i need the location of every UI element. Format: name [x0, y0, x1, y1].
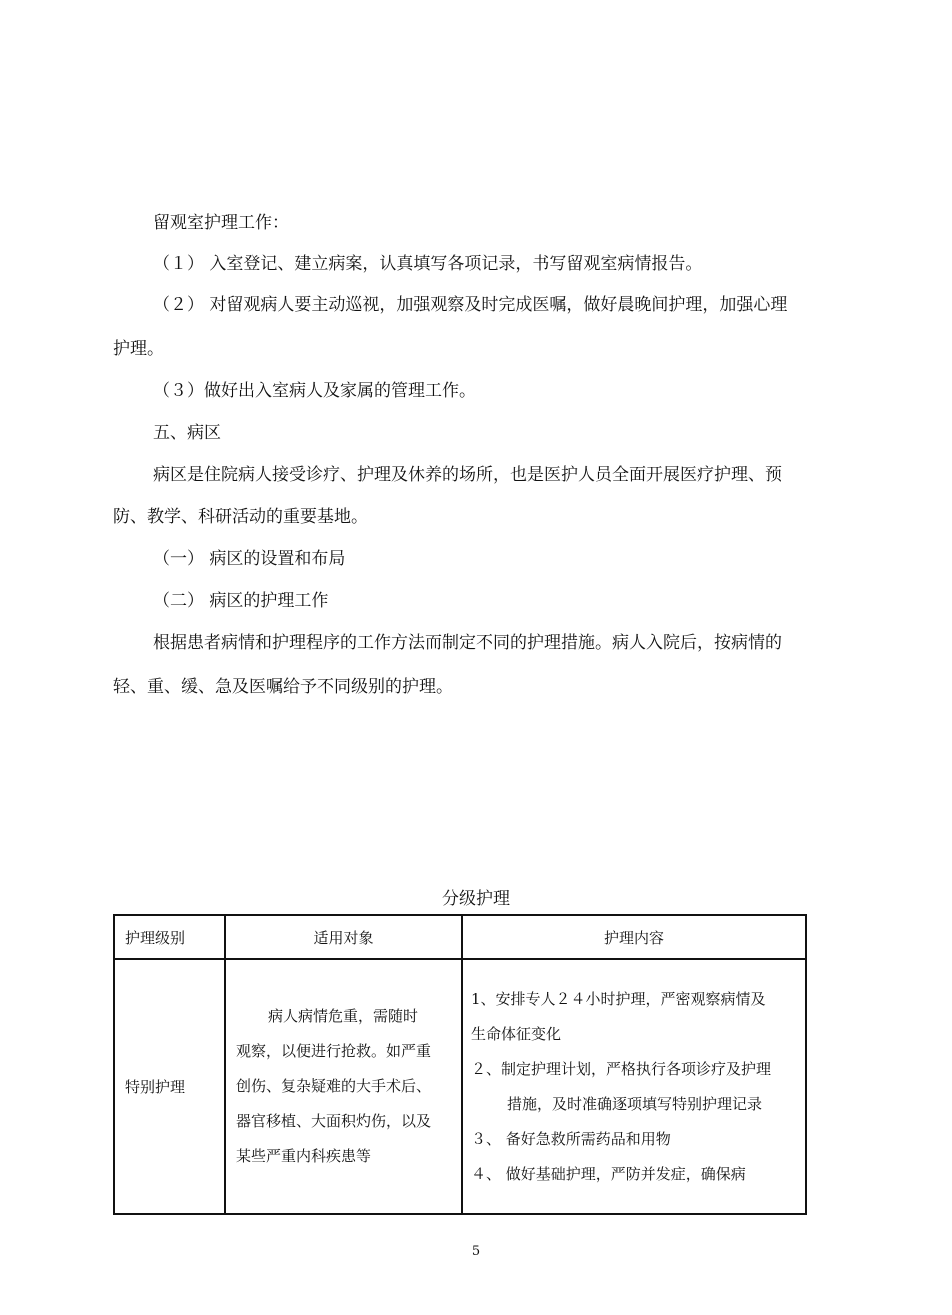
header-content: 护理内容	[462, 915, 806, 959]
subheading-ward-nursing: （二） 病区的护理工作	[153, 591, 329, 611]
content-line: ３、 备好急救所需药品和用物	[471, 1129, 671, 1148]
content-line: 措施，及时准确逐项填写特别护理记录	[507, 1094, 763, 1113]
paragraph-nursing-measures-continued: 轻、重、缓、急及医嘱给予不同级别的护理。	[113, 677, 453, 697]
cell-content	[462, 959, 806, 1214]
list-item-2-continued: 护理。	[113, 339, 164, 359]
section-heading-observation-room: 留观室护理工作：	[153, 213, 289, 233]
content-line: 1、安排专人２４小时护理，严密观察病情及	[471, 989, 766, 1008]
list-item-3: （３）做好出入室病人及家属的管理工作。	[153, 381, 476, 401]
table-title: 分级护理	[442, 889, 510, 909]
content-line: ４、 做好基础护理，严防并发症，确保病	[471, 1164, 746, 1183]
content-line: ２、制定护理计划，严格执行各项诊疗及护理	[471, 1059, 772, 1078]
page-number: 5	[471, 1244, 481, 1259]
paragraph-nursing-measures: 根据患者病情和护理程序的工作方法而制定不同的护理措施。病人入院后，按病情的	[153, 633, 782, 653]
list-item-1: （１） 入室登记、建立病案，认真填写各项记录，书写留观室病情报告。	[153, 254, 703, 274]
subheading-ward-layout: （一） 病区的设置和布局	[153, 549, 346, 569]
content-line: 生命体征变化	[471, 1024, 562, 1043]
nursing-grade-table	[113, 914, 807, 1215]
paragraph-ward-definition-continued: 防、教学、科研活动的重要基地。	[113, 507, 368, 527]
target-line: 观察，以便进行抢救。如严重	[236, 1042, 432, 1060]
target-line: 某些严重内科疾患等	[236, 1147, 372, 1165]
header-target: 适用对象	[225, 915, 462, 959]
section-heading-ward: 五、病区	[153, 423, 221, 443]
paragraph-ward-definition: 病区是住院病人接受诊疗、护理及休养的场所，也是医护人员全面开展医疗护理、预	[153, 465, 782, 485]
table-row	[114, 959, 806, 1214]
target-line: 病人病情危重，需随时	[268, 1007, 419, 1025]
list-item-2: （２） 对留观病人要主动巡视，加强观察及时完成医嘱，做好晨晚间护理，加强心理	[153, 295, 788, 315]
header-level: 护理级别	[114, 915, 225, 959]
cell-level: 特别护理	[114, 959, 225, 1214]
target-line: 创伤、复杂疑难的大手术后、	[236, 1077, 432, 1095]
table-header-row	[114, 915, 806, 959]
target-line: 器官移植、大面积灼伤，以及	[236, 1112, 432, 1130]
cell-target	[225, 959, 462, 1214]
